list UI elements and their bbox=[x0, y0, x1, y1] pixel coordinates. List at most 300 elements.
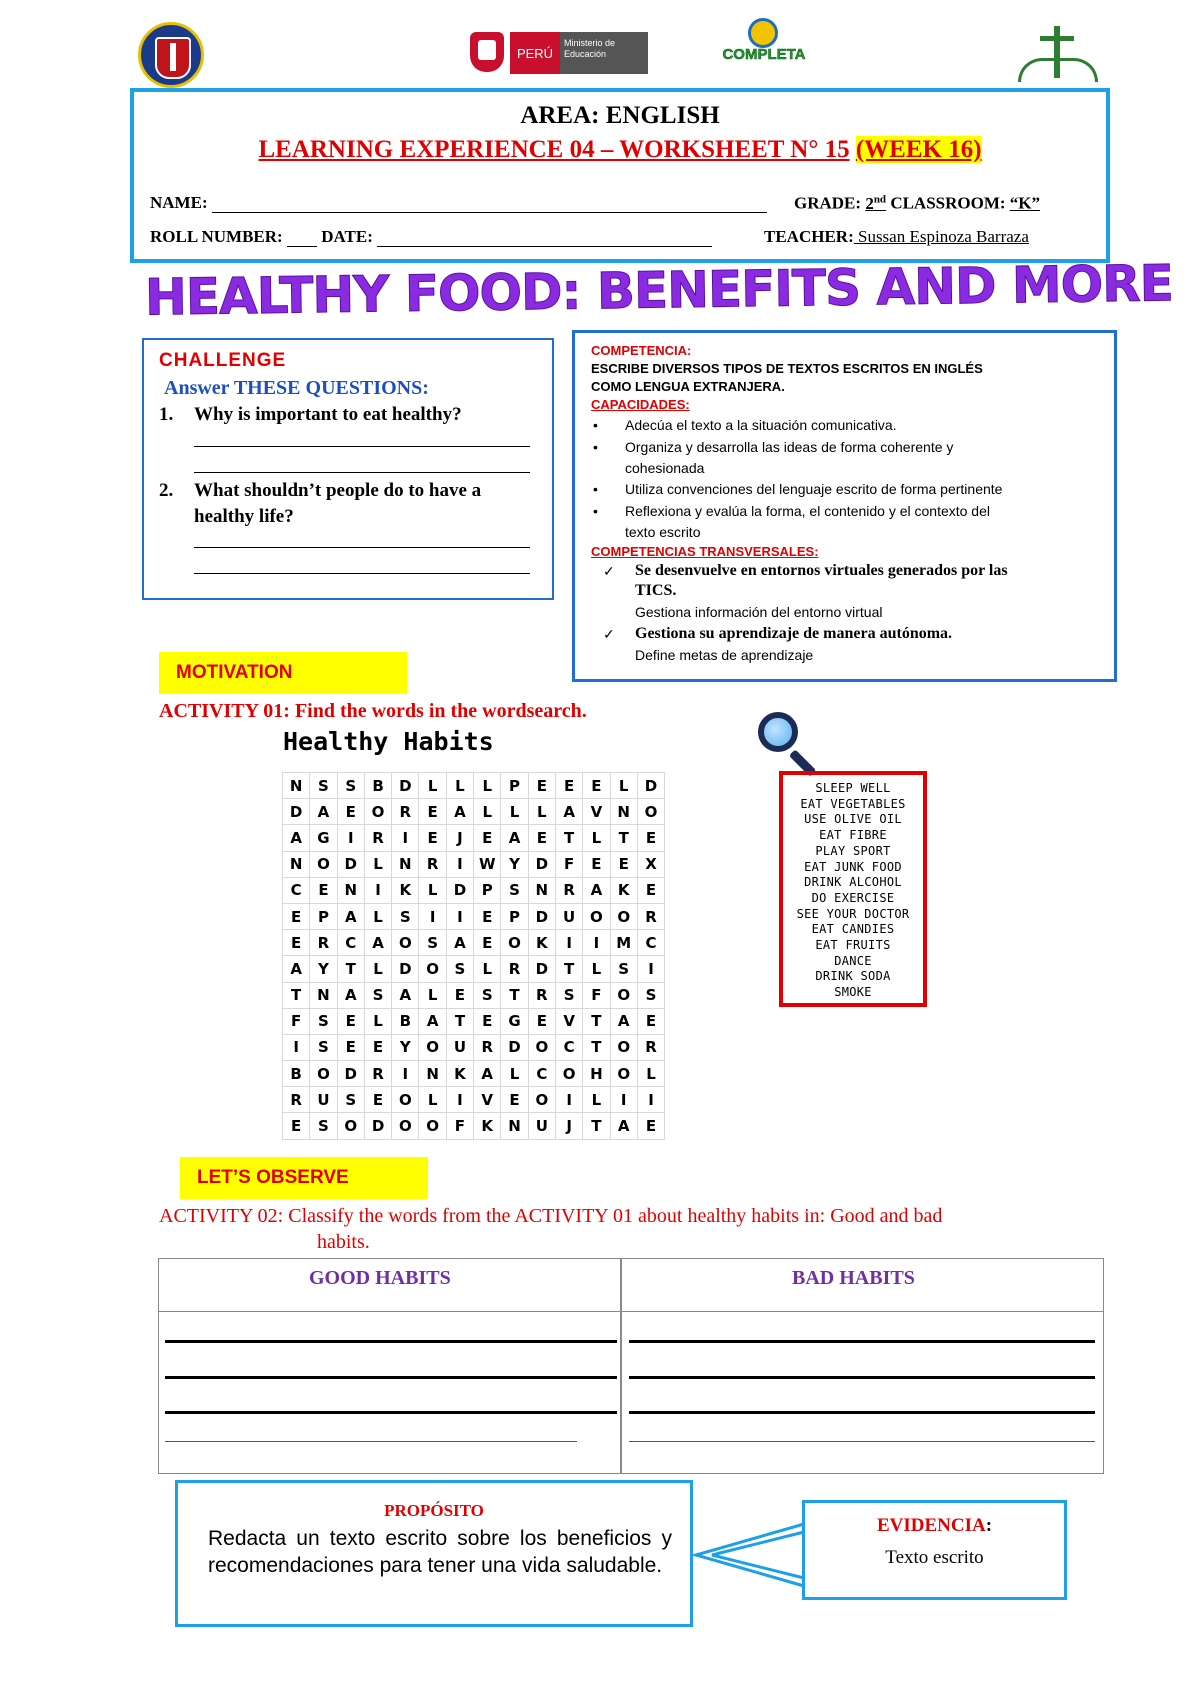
wordsearch-cell[interactable]: L bbox=[364, 1008, 391, 1034]
wordsearch-cell[interactable]: B bbox=[392, 1008, 419, 1034]
wordsearch-cell[interactable]: S bbox=[610, 956, 637, 982]
wordsearch-cell[interactable]: I bbox=[446, 1087, 473, 1113]
wordsearch-cell[interactable]: C bbox=[637, 930, 664, 956]
wordsearch-cell[interactable]: I bbox=[583, 930, 610, 956]
wordsearch-cell[interactable]: I bbox=[637, 1087, 664, 1113]
wordsearch-cell[interactable]: E bbox=[637, 825, 664, 851]
wordsearch-cell[interactable]: F bbox=[555, 851, 582, 877]
wordsearch-cell[interactable]: R bbox=[474, 1034, 501, 1060]
wordsearch-cell[interactable]: S bbox=[392, 903, 419, 929]
motivation-label: MOTIVATION bbox=[159, 652, 407, 694]
wordsearch-cell[interactable]: A bbox=[364, 930, 391, 956]
activity-02-line2: habits. bbox=[317, 1231, 370, 1253]
wordsearch-cell[interactable]: N bbox=[501, 1113, 528, 1139]
wordsearch-cell[interactable]: L bbox=[474, 773, 501, 799]
answer-line[interactable] bbox=[194, 472, 530, 473]
wordsearch-cell[interactable]: V bbox=[555, 1008, 582, 1034]
wordsearch-cell[interactable]: O bbox=[392, 1113, 419, 1139]
wordsearch-cell[interactable]: B bbox=[364, 773, 391, 799]
wordsearch-cell[interactable]: Y bbox=[392, 1034, 419, 1060]
wordsearch-cell[interactable]: O bbox=[610, 982, 637, 1008]
word-list-item: EAT CANDIES bbox=[811, 922, 895, 937]
wordsearch-cell[interactable]: B bbox=[283, 1061, 310, 1087]
wordsearch-row bbox=[283, 825, 665, 851]
wordsearch-cell[interactable]: U bbox=[528, 1113, 555, 1139]
wordsearch-cell[interactable]: D bbox=[392, 956, 419, 982]
wordsearch-cell[interactable]: E bbox=[474, 1008, 501, 1034]
proposito-box bbox=[175, 1480, 693, 1627]
transversal-2: Gestiona su aprendizaje de manera autónoma. bbox=[635, 625, 953, 642]
habits-table-header bbox=[159, 1259, 1103, 1312]
wordsearch-cell[interactable]: D bbox=[337, 1061, 364, 1087]
wordsearch-cell[interactable]: I bbox=[446, 903, 473, 929]
wordsearch-cell[interactable]: O bbox=[528, 1087, 555, 1113]
wordsearch-cell[interactable]: P bbox=[501, 773, 528, 799]
wordsearch-cell[interactable]: T bbox=[610, 825, 637, 851]
wordsearch-cell[interactable]: E bbox=[419, 799, 446, 825]
wordsearch-cell[interactable]: L bbox=[637, 1061, 664, 1087]
competencia-box bbox=[572, 330, 1117, 682]
name-row bbox=[150, 193, 767, 213]
wordsearch-cell[interactable]: L bbox=[446, 773, 473, 799]
wordsearch-cell[interactable]: R bbox=[637, 903, 664, 929]
wordsearch-cell[interactable]: S bbox=[310, 1008, 337, 1034]
wordsearch-cell[interactable]: C bbox=[528, 1061, 555, 1087]
wordsearch-cell[interactable]: A bbox=[337, 982, 364, 1008]
wordsearch-cell[interactable]: D bbox=[364, 1113, 391, 1139]
wordsearch-cell[interactable]: S bbox=[474, 982, 501, 1008]
wordsearch-cell[interactable]: R bbox=[364, 825, 391, 851]
wordsearch-cell[interactable]: O bbox=[419, 956, 446, 982]
wordsearch-cell[interactable]: A bbox=[501, 825, 528, 851]
wordsearch-cell[interactable]: R bbox=[392, 799, 419, 825]
wordsearch-cell[interactable]: E bbox=[283, 903, 310, 929]
wordsearch-cell[interactable]: L bbox=[474, 956, 501, 982]
wordsearch-cell[interactable]: L bbox=[364, 851, 391, 877]
wordsearch-cell[interactable]: E bbox=[528, 825, 555, 851]
wordsearch-cell[interactable]: D bbox=[528, 903, 555, 929]
wordsearch-cell[interactable]: T bbox=[555, 956, 582, 982]
grade-value: 2nd bbox=[865, 193, 887, 213]
wordsearch-cell[interactable]: D bbox=[501, 1034, 528, 1060]
bullet-icon: • bbox=[593, 481, 598, 497]
wordsearch-row bbox=[283, 930, 665, 956]
wordsearch-cell[interactable]: E bbox=[637, 1008, 664, 1034]
wordsearch-cell[interactable]: L bbox=[419, 877, 446, 903]
wordsearch-cell[interactable]: F bbox=[283, 1008, 310, 1034]
bad-habit-line[interactable] bbox=[629, 1376, 1095, 1379]
wordsearch-cell[interactable]: P bbox=[474, 877, 501, 903]
wordsearch-cell[interactable]: N bbox=[419, 1061, 446, 1087]
name-label: NAME: bbox=[150, 193, 208, 212]
capacidad-item: texto escrito bbox=[625, 524, 701, 540]
wordsearch-row bbox=[283, 851, 665, 877]
wordsearch-cell[interactable]: E bbox=[337, 1008, 364, 1034]
checkmark-icon: ✓ bbox=[603, 563, 615, 579]
wordsearch-cell[interactable]: L bbox=[583, 1087, 610, 1113]
wordsearch-cell[interactable]: T bbox=[283, 982, 310, 1008]
wordsearch-cell[interactable]: E bbox=[501, 1087, 528, 1113]
wordsearch-cell[interactable]: A bbox=[283, 956, 310, 982]
challenge-box bbox=[142, 338, 554, 600]
header-box bbox=[130, 88, 1110, 263]
wordsearch-cell[interactable]: P bbox=[310, 903, 337, 929]
wordsearch-cell[interactable]: N bbox=[392, 851, 419, 877]
wordsearch-cell[interactable]: A bbox=[283, 825, 310, 851]
answer-line[interactable] bbox=[194, 547, 530, 548]
roll-label: ROLL NUMBER: bbox=[150, 227, 283, 246]
wordsearch-cell[interactable]: O bbox=[337, 1113, 364, 1139]
proposito-title: PROPÓSITO bbox=[384, 1501, 484, 1520]
wordsearch-cell[interactable]: O bbox=[392, 1087, 419, 1113]
wordsearch-cell[interactable]: L bbox=[610, 773, 637, 799]
wordsearch-cell[interactable]: O bbox=[501, 930, 528, 956]
wordsearch-cell[interactable]: K bbox=[446, 1061, 473, 1087]
word-list-item: EAT JUNK FOOD bbox=[804, 859, 902, 874]
wordsearch-cell[interactable]: S bbox=[337, 773, 364, 799]
wordsearch-cell[interactable]: E bbox=[419, 825, 446, 851]
wordsearch-cell[interactable]: S bbox=[419, 930, 446, 956]
wordsearch-cell[interactable]: A bbox=[310, 799, 337, 825]
wordsearch-cell[interactable]: A bbox=[474, 1061, 501, 1087]
jec-label: COMPLETA bbox=[722, 46, 806, 63]
wordsearch-cell[interactable]: L bbox=[583, 825, 610, 851]
wordsearch-cell[interactable]: L bbox=[474, 799, 501, 825]
wordsearch-cell[interactable]: Y bbox=[501, 851, 528, 877]
good-habit-line[interactable] bbox=[165, 1376, 617, 1379]
bad-habit-line[interactable] bbox=[629, 1411, 1095, 1414]
wordsearch-cell[interactable]: E bbox=[283, 1113, 310, 1139]
wordsearch-cell[interactable]: L bbox=[583, 956, 610, 982]
wordsearch-cell[interactable]: L bbox=[528, 799, 555, 825]
evidencia-box bbox=[802, 1500, 1067, 1600]
tree-cross-logo bbox=[1018, 22, 1098, 82]
wordsearch-cell[interactable]: R bbox=[555, 877, 582, 903]
wordsearch-cell[interactable]: E bbox=[364, 1034, 391, 1060]
wordsearch-row bbox=[283, 1087, 665, 1113]
roll-row bbox=[150, 227, 712, 247]
wordsearch-cell[interactable]: E bbox=[446, 982, 473, 1008]
wordsearch-cell[interactable]: W bbox=[474, 851, 501, 877]
competencia-text-line1: ESCRIBE DIVERSOS TIPOS DE TEXTOS ESCRITOS EN INGLÉS bbox=[591, 361, 983, 376]
wordsearch-cell[interactable]: C bbox=[337, 930, 364, 956]
word-list-item: DRINK ALCOHOL bbox=[804, 875, 902, 890]
wordsearch-cell[interactable]: N bbox=[528, 877, 555, 903]
wordsearch-cell[interactable]: A bbox=[337, 903, 364, 929]
wordsearch-cell[interactable]: I bbox=[392, 825, 419, 851]
challenge-title: CHALLENGE bbox=[159, 350, 287, 371]
habits-table-divider bbox=[620, 1259, 622, 1473]
wordsearch-cell[interactable]: T bbox=[555, 825, 582, 851]
wordsearch-cell[interactable]: I bbox=[392, 1061, 419, 1087]
word-list-item: DO EXERCISE bbox=[811, 890, 895, 905]
wordsearch-cell[interactable]: E bbox=[337, 1034, 364, 1060]
evidencia-text: Texto escrito bbox=[885, 1547, 984, 1568]
question-2-line2: healthy life? bbox=[194, 506, 294, 527]
wordsearch-row bbox=[283, 877, 665, 903]
wordsearch-cell[interactable]: T bbox=[501, 982, 528, 1008]
wordsearch-cell[interactable]: A bbox=[610, 1113, 637, 1139]
wordsearch-cell[interactable]: J bbox=[446, 825, 473, 851]
wordsearch-cell[interactable]: G bbox=[310, 825, 337, 851]
wordsearch-cell[interactable]: S bbox=[364, 982, 391, 1008]
wordsearch-cell[interactable]: I bbox=[283, 1034, 310, 1060]
wordsearch-cell[interactable]: U bbox=[310, 1087, 337, 1113]
good-habit-line[interactable] bbox=[165, 1441, 577, 1442]
wordsearch-cell[interactable]: A bbox=[392, 982, 419, 1008]
transversal-1-sub: Gestiona información del entorno virtual bbox=[635, 604, 883, 620]
bad-habit-line[interactable] bbox=[629, 1340, 1095, 1343]
wordsearch-cell[interactable]: E bbox=[637, 877, 664, 903]
classroom-value: “K” bbox=[1009, 193, 1041, 213]
wordsearch-cell[interactable]: E bbox=[555, 773, 582, 799]
wordsearch-cell[interactable]: L bbox=[501, 799, 528, 825]
habits-table bbox=[158, 1258, 1104, 1474]
wordsearch-cell[interactable]: U bbox=[446, 1034, 473, 1060]
wordsearch-cell[interactable]: D bbox=[337, 851, 364, 877]
wordsearch-cell[interactable]: L bbox=[419, 1087, 446, 1113]
wordsearch-cell[interactable]: O bbox=[555, 1061, 582, 1087]
wordsearch-cell[interactable]: R bbox=[310, 930, 337, 956]
wordsearch-cell[interactable]: A bbox=[555, 799, 582, 825]
checkmark-icon: ✓ bbox=[603, 626, 615, 642]
wordsearch-cell[interactable]: U bbox=[555, 903, 582, 929]
wordsearch-cell[interactable]: K bbox=[392, 877, 419, 903]
wordsearch-cell[interactable]: I bbox=[637, 956, 664, 982]
experience-title bbox=[134, 136, 1106, 164]
wordsearch-cell[interactable]: E bbox=[474, 903, 501, 929]
wordsearch-cell[interactable]: E bbox=[610, 851, 637, 877]
wordsearch-cell[interactable]: E bbox=[583, 851, 610, 877]
wordsearch-cell[interactable]: I bbox=[419, 903, 446, 929]
word-list-item: SEE YOUR DOCTOR bbox=[796, 906, 910, 921]
word-list-box bbox=[779, 771, 927, 1007]
wordsearch-cell[interactable]: A bbox=[610, 1008, 637, 1034]
transversal-1-cont: TICS. bbox=[635, 582, 677, 599]
answer-line[interactable] bbox=[194, 573, 530, 574]
wordsearch-cell[interactable]: S bbox=[637, 982, 664, 1008]
wordsearch-cell[interactable]: E bbox=[528, 1008, 555, 1034]
bad-habits-header: BAD HABITS bbox=[792, 1267, 915, 1289]
jec-logo bbox=[718, 18, 810, 78]
wordsearch-cell[interactable]: R bbox=[501, 956, 528, 982]
wordsearch-cell[interactable]: E bbox=[337, 799, 364, 825]
teacher-row bbox=[764, 227, 1029, 247]
wordsearch-cell[interactable]: T bbox=[583, 1113, 610, 1139]
good-habits-header: GOOD HABITS bbox=[309, 1267, 451, 1289]
wordsearch-row bbox=[283, 1061, 665, 1087]
wordsearch-cell[interactable]: O bbox=[364, 799, 391, 825]
wordsearch-cell[interactable]: I bbox=[555, 1087, 582, 1113]
wordsearch-cell[interactable]: N bbox=[310, 982, 337, 1008]
wordsearch-cell[interactable]: D bbox=[446, 877, 473, 903]
wordsearch-cell[interactable]: I bbox=[364, 877, 391, 903]
wordsearch-cell[interactable]: S bbox=[310, 773, 337, 799]
observe-label: LET’S OBSERVE bbox=[180, 1157, 428, 1199]
wordsearch-cell[interactable]: S bbox=[310, 1034, 337, 1060]
wordsearch-cell[interactable]: E bbox=[310, 877, 337, 903]
wordsearch-cell[interactable]: V bbox=[474, 1087, 501, 1113]
wordsearch-cell[interactable]: V bbox=[583, 799, 610, 825]
wordsearch-cell[interactable]: M bbox=[610, 930, 637, 956]
competencia-heading: COMPETENCIA: bbox=[591, 343, 692, 358]
wordsearch-cell[interactable]: E bbox=[474, 825, 501, 851]
wordsearch-cell[interactable]: L bbox=[364, 956, 391, 982]
wordsearch-cell[interactable]: K bbox=[528, 930, 555, 956]
wordsearch-cell[interactable]: D bbox=[637, 773, 664, 799]
wordsearch-cell[interactable]: R bbox=[283, 1087, 310, 1113]
wordsearch-cell[interactable]: O bbox=[637, 799, 664, 825]
wordsearch-cell[interactable]: N bbox=[610, 799, 637, 825]
date-field[interactable] bbox=[377, 228, 712, 247]
wordsearch-row bbox=[283, 956, 665, 982]
wordsearch-row bbox=[283, 799, 665, 825]
good-habit-line[interactable] bbox=[165, 1340, 617, 1343]
wordsearch-cell[interactable]: R bbox=[364, 1061, 391, 1087]
wordsearch-cell[interactable]: L bbox=[501, 1061, 528, 1087]
wordsearch-cell[interactable]: O bbox=[528, 1034, 555, 1060]
capacidad-item: Adecúa el texto a la situación comunicativa. bbox=[625, 417, 897, 433]
experience-label: LEARNING EXPERIENCE 04 – WORKSHEET N° 15 bbox=[258, 136, 850, 163]
capacidad-item: Utiliza convenciones del lenguaje escrito de forma pertinente bbox=[625, 481, 1003, 497]
wordsearch-cell[interactable]: E bbox=[364, 1087, 391, 1113]
wordsearch-cell[interactable]: E bbox=[583, 773, 610, 799]
word-list-item: SLEEP WELL bbox=[815, 781, 891, 795]
wordsearch-cell[interactable]: D bbox=[528, 956, 555, 982]
wordsearch-cell[interactable]: D bbox=[283, 799, 310, 825]
name-field[interactable] bbox=[212, 194, 767, 213]
wordsearch-cell[interactable]: E bbox=[528, 773, 555, 799]
peru-label: PERÚ bbox=[510, 32, 560, 74]
wordsearch-cell[interactable]: D bbox=[392, 773, 419, 799]
ministry-label: Ministerio de Educación bbox=[560, 32, 648, 74]
wordsearch-cell[interactable]: E bbox=[474, 930, 501, 956]
challenge-instructions: Answer THESE QUESTIONS: bbox=[164, 377, 429, 399]
wordsearch-cell[interactable]: N bbox=[283, 773, 310, 799]
wordsearch-cell[interactable]: L bbox=[364, 903, 391, 929]
wordsearch-cell[interactable]: O bbox=[310, 1061, 337, 1087]
wordsearch-cell[interactable]: O bbox=[392, 930, 419, 956]
wordsearch-cell[interactable]: E bbox=[283, 930, 310, 956]
wordsearch-row bbox=[283, 982, 665, 1008]
wordsearch-row bbox=[283, 1113, 665, 1139]
wordsearch-cell[interactable]: S bbox=[501, 877, 528, 903]
page-title: HEALTHY FOOD: BENEFITS AND MORE bbox=[144, 254, 1174, 327]
wordsearch-cell[interactable]: O bbox=[419, 1034, 446, 1060]
wordsearch-cell[interactable]: S bbox=[310, 1113, 337, 1139]
wordsearch-grid bbox=[282, 772, 665, 1140]
wordsearch-cell[interactable]: G bbox=[501, 1008, 528, 1034]
wordsearch-row bbox=[283, 773, 665, 799]
wordsearch-cell[interactable]: D bbox=[528, 851, 555, 877]
wordsearch-cell[interactable]: I bbox=[446, 851, 473, 877]
wordsearch-cell[interactable]: J bbox=[555, 1113, 582, 1139]
grade-label: GRADE: bbox=[794, 193, 862, 213]
word-list-item: EAT FIBRE bbox=[819, 828, 887, 843]
wordsearch-cell[interactable]: O bbox=[610, 1061, 637, 1087]
wordsearch-cell[interactable]: S bbox=[446, 956, 473, 982]
teacher-value: Sussan Espinoza Barraza bbox=[853, 227, 1029, 246]
week-label: (WEEK 16) bbox=[855, 136, 982, 163]
word-list-item: EAT VEGETABLES bbox=[800, 796, 906, 811]
wordsearch-title: Healthy Habits bbox=[283, 727, 494, 756]
evidencia-title: EVIDENCIA: bbox=[876, 1515, 993, 1536]
wordsearch-row bbox=[283, 1008, 665, 1034]
wordsearch-cell[interactable]: K bbox=[610, 877, 637, 903]
wordsearch-cell[interactable]: T bbox=[337, 956, 364, 982]
wordsearch-cell[interactable]: S bbox=[555, 982, 582, 1008]
wordsearch-cell[interactable]: R bbox=[419, 851, 446, 877]
wordsearch-cell[interactable]: T bbox=[583, 1034, 610, 1060]
wordsearch-cell[interactable]: S bbox=[337, 1087, 364, 1113]
wordsearch-cell[interactable]: L bbox=[419, 982, 446, 1008]
wordsearch-cell[interactable]: O bbox=[610, 1034, 637, 1060]
wordsearch-cell[interactable]: I bbox=[337, 825, 364, 851]
wordsearch-cell[interactable]: P bbox=[501, 903, 528, 929]
bullet-icon: • bbox=[593, 439, 598, 455]
wordsearch-cell[interactable]: C bbox=[555, 1034, 582, 1060]
wordsearch-cell[interactable]: T bbox=[583, 1008, 610, 1034]
word-list-item: EAT FRUITS bbox=[815, 938, 891, 953]
wordsearch-cell[interactable]: H bbox=[583, 1061, 610, 1087]
word-list-item: SMOKE bbox=[834, 985, 872, 1000]
wordsearch-cell[interactable]: A bbox=[583, 877, 610, 903]
wordsearch-cell[interactable]: R bbox=[528, 982, 555, 1008]
question-2-line1: What shouldn’t people do to have a bbox=[194, 480, 482, 501]
wordsearch-cell[interactable]: O bbox=[583, 903, 610, 929]
wordsearch-cell[interactable]: K bbox=[474, 1113, 501, 1139]
wordsearch-cell[interactable]: L bbox=[419, 773, 446, 799]
capacidades-heading: CAPACIDADES: bbox=[591, 397, 690, 412]
wordsearch-cell[interactable]: E bbox=[637, 1113, 664, 1139]
wordsearch-cell[interactable]: O bbox=[419, 1113, 446, 1139]
wordsearch-cell[interactable]: Y bbox=[310, 956, 337, 982]
capacidad-item: Organiza y desarrolla las ideas de forma coherente y bbox=[625, 439, 954, 455]
wordsearch-cell[interactable]: A bbox=[419, 1008, 446, 1034]
wordsearch-cell[interactable]: R bbox=[637, 1034, 664, 1060]
activity-01-text: ACTIVITY 01: Find the words in the wordsearch. bbox=[159, 700, 587, 722]
wordsearch-cell[interactable]: N bbox=[337, 877, 364, 903]
word-list-item: PLAY SPORT bbox=[815, 843, 891, 858]
wordsearch-cell[interactable]: N bbox=[283, 851, 310, 877]
ministry-logo bbox=[510, 32, 648, 74]
arrow-connector-icon bbox=[690, 1520, 806, 1590]
wordsearch-cell[interactable]: T bbox=[446, 1008, 473, 1034]
activity-02-line1: ACTIVITY 02: Classify the words from the ACTIVITY 01 about healthy habits in: Good and bad bbox=[159, 1205, 943, 1227]
wordsearch-cell[interactable]: O bbox=[310, 851, 337, 877]
wordsearch-cell[interactable]: X bbox=[637, 851, 664, 877]
bad-habit-line[interactable] bbox=[629, 1441, 1095, 1442]
wordsearch-cell[interactable]: A bbox=[446, 799, 473, 825]
word-list-item: DANCE bbox=[834, 953, 872, 968]
answer-line[interactable] bbox=[194, 446, 530, 447]
wordsearch-cell[interactable]: O bbox=[610, 903, 637, 929]
competencia-text-line2: COMO LENGUA EXTRANJERA. bbox=[591, 379, 785, 394]
roll-field[interactable] bbox=[287, 228, 317, 247]
wordsearch-cell[interactable]: F bbox=[583, 982, 610, 1008]
wordsearch-cell[interactable]: A bbox=[446, 930, 473, 956]
word-list-item: DRINK SODA bbox=[815, 969, 891, 984]
proposito-text: Redacta un texto escrito sobre los beneficios y recomendaciones para tener una vida saludable. bbox=[208, 1527, 672, 1577]
question-1-number: 1. bbox=[159, 404, 174, 425]
wordsearch-cell[interactable]: C bbox=[283, 877, 310, 903]
wordsearch-row bbox=[283, 1034, 665, 1060]
wordsearch-cell[interactable]: F bbox=[446, 1113, 473, 1139]
wordsearch-cell[interactable]: I bbox=[555, 930, 582, 956]
good-habit-line[interactable] bbox=[165, 1411, 617, 1414]
wordsearch-cell[interactable]: I bbox=[610, 1087, 637, 1113]
school-crest-logo bbox=[138, 22, 204, 88]
